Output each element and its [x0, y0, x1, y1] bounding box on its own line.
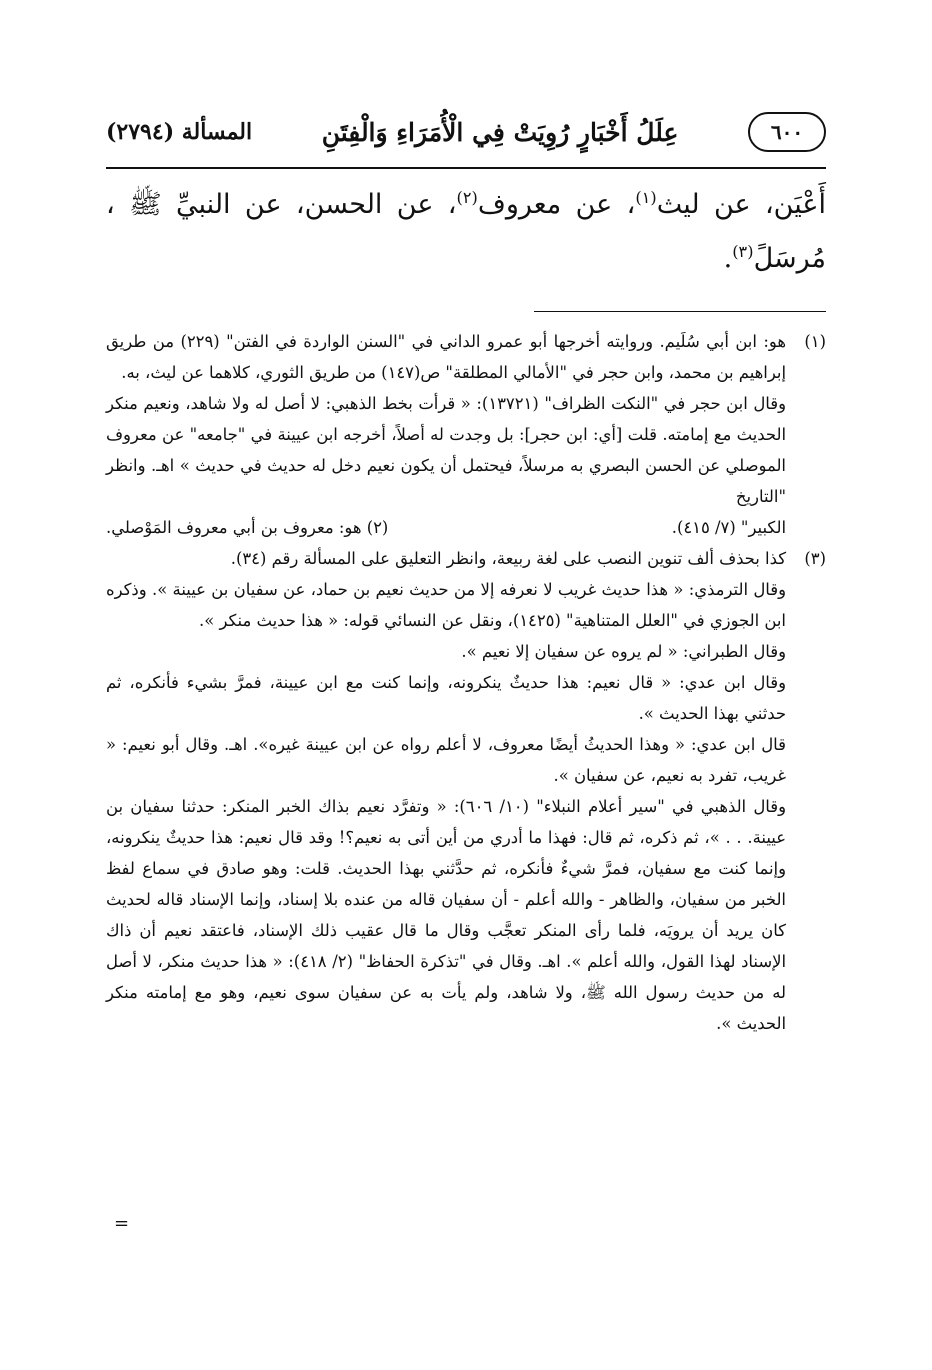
page-number: ٦٠٠ [748, 112, 826, 152]
footnote-1 [106, 326, 826, 543]
issue-label: المسألة (٢٧٩٤) [106, 119, 253, 145]
footnote-marker: (١) [635, 188, 657, 207]
header-divider [106, 167, 826, 169]
continuation-mark: = [114, 1213, 130, 1234]
footnote-body [106, 543, 786, 1039]
footnote-paragraph: كذا بحذف ألف تنوين النصب على لغة ربيعة، وانظر التعليق على المسألة رقم (٣٤). [230, 549, 786, 568]
footnote-number: (١) [804, 332, 826, 351]
main-text [106, 178, 826, 286]
footnote-3 [106, 543, 826, 1039]
footnote-divider [534, 311, 826, 312]
footnote-paragraph: قال ابن عدي: « وهذا الحديثُ أيضًا معروف، لا أعلم رواه عن ابن عيينة غيره». اهـ. وقال أبو نعيم: « غريب، تفرد به نعيم، عن سفيان ». [106, 735, 786, 785]
footnote-paragraph: وقال الترمذي: « هذا حديث غريب لا نعرفه إلا من حديث نعيم بن حماد، عن سفيان بن عيينة ». وذكره ابن الجوزي في "العلل المتناهية" (١٤٢٥)، ونقل عن النسائي قوله: « هذا حديث منكر ». [106, 580, 786, 630]
footnote-number: (٢) [366, 518, 389, 537]
footnote-marker: (٣) [732, 242, 754, 261]
book-title: عِلَلُ أَخْبَارٍ رُوِيَتْ فِي الْأُمَرَاءِ وَالْفِتَنِ [321, 117, 679, 147]
footnote-paragraph: وقال ابن حجر في "النكت الظراف" (١٣٧٢١): « قرأت بخط الذهبي: لا أصل له ولا شاهد، ونعيم منكر الحديث مع إمامته. قلت [أي: ابن حجر]: بل وجدت له أصلاً، أخرجه ابن عيينة في "جامعه" عن معروف الموصلي عن الحسن البصري به مرسلاً، فيحتمل أن يكون نعيم دخل له حديث في حديث » اهـ. وانظر "التاريخ [106, 394, 786, 506]
footnote-body [106, 326, 786, 543]
footnote-2 [106, 512, 388, 543]
footnote-paragraph: هو: ابن أبي سُلَيم. وروايته أخرجها أبو عمرو الداني في "السنن الواردة في الفتن" (٢٢٩) من طريق إبراهيم بن محمد، وابن حجر في "الأمالي المطلقة" ص(١٤٧) من طريق الثوري، كلاهما عن ليث، به. [106, 332, 786, 382]
footnote-number: (٣) [804, 549, 826, 568]
footnote-fragment: الكبير" (٧/ ٤١٥). [671, 518, 786, 537]
footnote-paragraph: وقال الذهبي في "سير أعلام النبلاء" (١٠/ ٦٠٦): « وتفرَّد نعيم بذاك الخبر المنكر: حدثنا سفيان بن عيينة. . . »، ثم ذكره، ثم قال: فهذا ما أدري من أين أتى به نعيم؟! وقد قال نعيم: هذا حديثٌ ينكرونه، وإنما كنت مع سفيان، فمرَّ شيءٌ فأنكره، ثم حدَّثني بهذا الحديث. قلت: وهو صادق في سماع لفظ الخبر من سفيان، والظاهر - والله أعلم - أن سفيان قاله من عنده بلا إسناد، وإنما الإسناد قاله لحديث كان يريد أن يرويَه، فلما رأى المنكر تعجَّب وقال ما قال عقيب ذلك الإسناد، فاعتقد نعيم أن ذاك الإسناد لهذا القول، والله أعلم ». اهـ. وقال في "تذكرة الحفاظ" (٢/ ٤١٨): « هذا حديث منكر، لا أصل له من حديث رسول الله ﷺ، ولا شاهد، ولم يأت به عن سفيان سوى نعيم، وهو مع إمامته منكر الحديث ». [106, 797, 787, 1033]
main-text-part: أَعْيَن، عن ليث [656, 189, 826, 220]
footnote-marker: (٢) [456, 188, 478, 207]
main-text-part: ، عن معروف [477, 189, 636, 220]
main-text-part: . [723, 243, 733, 274]
main-text-part: ، عن الحسن، عن النبيِّ ﷺ ، مُرسَلً [106, 189, 826, 274]
shared-footnote-line [106, 512, 786, 543]
footnote-paragraph: وقال ابن عدي: « قال نعيم: هذا حديثٌ ينكرونه، وإنما كنت مع ابن عيينة، فمرَّ بشيء فأنكره، ثم حدثني بهذا الحديث ». [106, 673, 786, 723]
footnote-paragraph: وقال الطبراني: « لم يروه عن سفيان إلا نعيم ». [461, 642, 786, 661]
footnotes [106, 326, 826, 1039]
page-header [106, 106, 826, 158]
footnote-text: هو: معروف بن أبي معروف المَوْصلي. [106, 518, 362, 537]
